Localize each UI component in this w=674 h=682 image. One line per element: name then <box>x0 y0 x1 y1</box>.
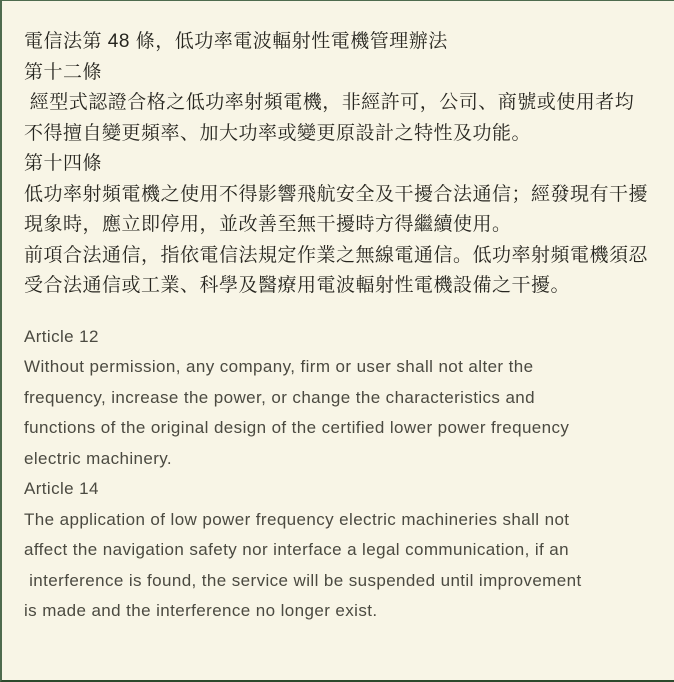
regulation-title: 電信法第 48 條，低功率電波輻射性電機管理辦法 <box>24 31 448 52</box>
article-12-body-en-line: frequency, increase the power, or change the characteristics and <box>24 387 536 407</box>
article-12-body-zh-line: 經型式認證合格之低功率射頻電機，非經許可，公司、商號或使用者均 <box>24 92 635 113</box>
article-12-body-en-line: functions of the original design of the certified lower power frequency <box>24 418 570 437</box>
chinese-regulation-section <box>24 27 656 302</box>
article-12-heading-zh: 第十二條 <box>24 61 103 83</box>
article-14-body-en-line: affect the navigation safety nor interface a legal communication, if an <box>24 540 569 559</box>
article-12-body-en-line: electric machinery. <box>24 448 173 468</box>
article-12-body-zh-line: 不得擅自變更頻率、加大功率或變更原設計之特性及功能。 <box>24 122 532 144</box>
article-12-body-en-line: Without permission, any company, firm or user shall not alter the <box>24 357 534 376</box>
article-14-body-en-line: is made and the interference no longer exist. <box>24 601 378 620</box>
section-gap <box>24 302 656 322</box>
article-14-body-zh-line: 前項合法通信，指依電信法規定作業之無線電通信。低功率射頻電機須忍 <box>24 244 649 266</box>
article-14-body-zh-line: 受合法通信或工業、科學及醫療用電波輻射性電機設備之干擾。 <box>24 275 571 296</box>
article-14-body-zh-line: 現象時，應立即停用，並改善至無干擾時方得繼續使用。 <box>24 214 512 235</box>
article-14-body-zh-line: 低功率射頻電機之使用不得影響飛航安全及干擾合法通信；經發現有干擾 <box>24 183 649 205</box>
article-14-body-en-line: interference is found, the service will be suspended until improvement <box>24 570 582 590</box>
article-12-heading-en: Article 12 <box>24 326 99 346</box>
article-14-heading-zh: 第十四條 <box>24 153 103 174</box>
article-14-heading-en: Article 14 <box>24 479 99 498</box>
english-translation-section <box>24 322 656 627</box>
article-14-body-en-line: The application of low power frequency electric machineries shall not <box>24 509 570 529</box>
